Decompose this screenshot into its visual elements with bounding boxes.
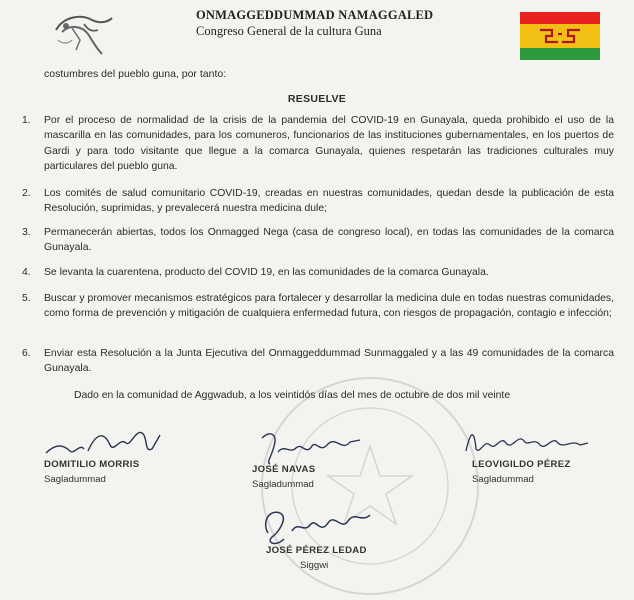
resolution-item-1 — [22, 113, 614, 174]
item-text: Permanecerán abiertas, todos los Onmagged Nega (casa de congreso local), en todas las comunidades de la comarca Gunayala. — [44, 227, 614, 254]
handwritten-signature-icon — [462, 421, 592, 461]
organization-title: ONMAGGEDDUMMAD NAMAGGALED — [196, 8, 434, 22]
item-text: Por el proceso de normalidad de la crisis de la pandemia del COVID-19 en Gunayala, queda prohibido el uso de la mascarilla en las comunidades, para los comuneros, funcionarios de las instituciones gubernamentales, en los puertos de Gardi y para todo visitante que llegue a la comarca Gunayala, quienes respetarán las tradiciones culturales muy particulares del pueblo guna. — [44, 115, 614, 172]
resolution-heading: RESUELVE — [287, 93, 347, 105]
signature-block-3 — [472, 459, 571, 485]
signer-role: Sagladummad — [472, 474, 534, 485]
resolution-item-3 — [22, 225, 614, 256]
signature-block-1 — [44, 459, 139, 485]
signer-role: Sagladummad — [44, 474, 106, 485]
signer-name: LEOVIGILDO PÉREZ — [472, 459, 571, 470]
congress-emblem-icon — [52, 10, 114, 58]
item-number: 1. — [22, 115, 31, 126]
item-number: 3. — [22, 227, 31, 238]
handwritten-signature-icon — [44, 423, 164, 463]
item-text: Se levanta la cuarentena, producto del COVID 19, en las comunidades de la comarca Gunayala. — [44, 267, 489, 278]
signer-role: Sagladummad — [252, 479, 314, 490]
item-number: 2. — [22, 188, 31, 199]
handwritten-signature-icon — [258, 503, 378, 549]
item-number: 4. — [22, 267, 31, 278]
resolution-item-5 — [22, 291, 614, 322]
item-text: Buscar y promover mecanismos estratégicos para fortalecer y desarrollar la medicina dule en todas nuestras comunidades, como forma de prevención y mitigación de cualquiera enfermedad futura, con riesgos de propagación, contagio e infección; — [44, 293, 614, 320]
signer-name: DOMITILIO MORRIS — [44, 459, 140, 470]
item-number: 5. — [22, 293, 31, 304]
intro-line: costumbres del pueblo guna, por tanto: — [44, 68, 227, 80]
signer-role: Siggwi — [300, 560, 329, 571]
signature-block-4 — [266, 545, 367, 571]
handwritten-signature-icon — [256, 426, 366, 468]
signer-name: JOSÉ PÉREZ LEDAD — [266, 545, 367, 556]
signer-name: JOSÉ NAVAS — [252, 464, 316, 475]
resolution-item-4 — [22, 265, 614, 280]
item-number: 6. — [22, 348, 31, 359]
organization-subtitle: Congreso General de la cultura Guna — [196, 24, 382, 38]
signature-block-2 — [252, 464, 315, 490]
item-text: Enviar esta Resolución a la Junta Ejecutiva del Onmaggeddummad Sunmaggaled y a las 49 comunidades de la comarca Gunayala. — [44, 348, 614, 375]
resolution-item-2 — [22, 186, 614, 217]
closing-statement: Dado en la comunidad de Aggwadub, a los veintidós días del mes de octubre de dos mil veinte — [74, 390, 511, 401]
guna-flag-icon — [520, 12, 600, 60]
item-text: Los comités de salud comunitario COVID-19, creadas en nuestras comunidades, quedan desde la publicación de esta Resolución, suprimidas, y prevalecerá nuestra medicina dule; — [44, 188, 614, 215]
